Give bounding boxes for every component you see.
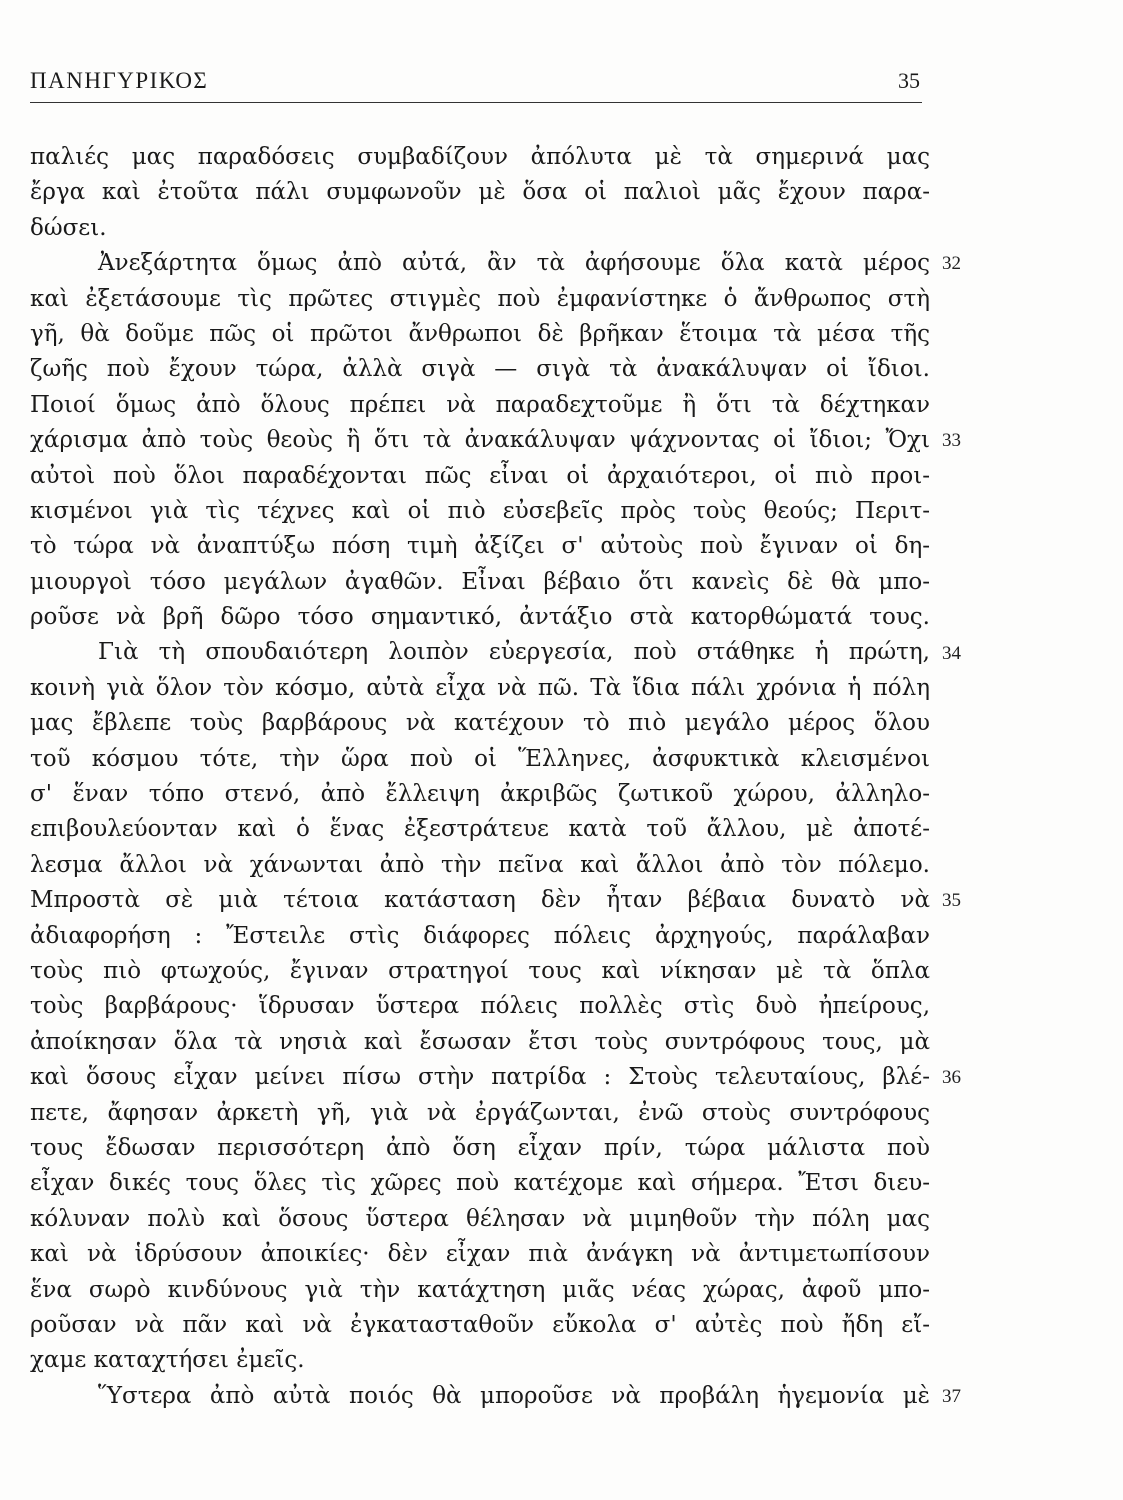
text-line: τους ἔδωσαν περισσότερη ἀπὸ ὅση εἶχαν πρίν, τώρα μάλιστα ποὺ — [30, 1134, 930, 1161]
text-line: τὸ τώρα νὰ ἀναπτύξω πόση τιμὴ ἀξίζει σ' αὐτοὺς ποὺ ἔγιναν οἱ δη- — [30, 533, 930, 560]
text-line: κόλυναν πολὺ καὶ ὅσους ὕστερα θέλησαν νὰ μιμηθοῦν τὴν πόλη μας — [30, 1205, 930, 1232]
text-line: ροῦσαν νὰ πᾶν καὶ νὰ ἐγκατασταθοῦν εὔκολα σ' αὐτὲς ποὺ ἤδη εἴ- — [30, 1311, 930, 1338]
text-line: ροῦσε νὰ βρῆ δῶρο τόσο σημαντικό, ἀντάξιο στὰ κατορθώματά τους. — [30, 604, 930, 631]
text-line: Ἀνεξάρτητα ὅμως ἀπὸ αὐτά, ἂν τὰ ἀφήσουμε ὅλα κατὰ μέρος — [98, 250, 930, 277]
text-line: τοὺς βαρβάρους· ἵδρυσαν ὕστερα πόλεις πολλὲς στὶς δυὸ ἠπείρους, — [30, 993, 930, 1020]
section-number: 35 — [942, 890, 961, 912]
text-line: ἀποίκησαν ὅλα τὰ νησιὰ καὶ ἔσωσαν ἔτσι τοὺς συντρόφους τους, μὰ — [30, 1028, 930, 1055]
text-line: καὶ ὅσους εἶχαν μείνει πίσω στὴν πατρίδα : Στοὺς τελευταίους, βλέ- — [30, 1064, 930, 1091]
body-text — [30, 140, 961, 1414]
text-line: ἕνα σωρὸ κινδύνους γιὰ τὴν κατάχτηση μιᾶς νέας χώρας, ἀφοῦ μπο- — [30, 1276, 930, 1303]
text-line: επιβουλεύονταν καὶ ὁ ἕνας ἐξεστράτευε κατὰ τοῦ ἄλλου, μὲ ἀποτέ- — [30, 816, 930, 843]
text-line: ἀδιαφορήση : Ἔστειλε στὶς διάφορες πόλεις ἀρχηγούς, παράλαβαν — [30, 922, 930, 949]
text-line: χαμε καταχτήσει ἐμεῖς. — [30, 1347, 305, 1374]
text-line: παλιές μας παραδόσεις συμβαδίζουν ἀπόλυτα μὲ τὰ σημερινά μας — [30, 144, 930, 170]
text-line: πετε, ἄφησαν ἀρκετὴ γῆ, γιὰ νὰ ἐργάζωνται, ἐνῶ στοὺς συντρόφους — [30, 1099, 930, 1126]
section-number: 32 — [942, 253, 961, 275]
text-line: καὶ νὰ ἱδρύσουν ἀποικίες· δὲν εἶχαν πιὰ ἀνάγκη νὰ ἀντιμετωπίσουν — [30, 1241, 930, 1268]
text-line: Μπροστὰ σὲ μιὰ τέτοια κατάσταση δὲν ἦταν βέβαια δυνατὸ νὰ — [30, 887, 930, 914]
text-line: δώσει. — [30, 214, 107, 241]
page-number: 35 — [898, 68, 920, 93]
text-line: τοῦ κόσμου τότε, τὴν ὥρα ποὺ οἱ Ἕλληνες, ἀσφυκτικὰ κλεισμένοι — [30, 745, 930, 772]
text-line: Ποιοί ὅμως ἀπὸ ὅλους πρέπει νὰ παραδεχτοῦμε ἢ ὅτι τὰ δέχτηκαν — [30, 391, 930, 418]
text-line: Ὕστερα ἀπὸ αὐτὰ ποιός θὰ μποροῦσε νὰ προβάλη ἡγεμονία μὲ — [98, 1382, 930, 1409]
section-number: 33 — [942, 430, 961, 452]
text-line: Γιὰ τὴ σπουδαιότερη λοιπὸν εὐεργεσία, ποὺ στάθηκε ἡ πρώτη, — [98, 639, 930, 666]
text-line: κοινὴ γιὰ ὅλον τὸν κόσμο, αὐτὰ εἶχα νὰ πῶ. Τὰ ἴδια πάλι χρόνια ἡ πόλη — [30, 674, 930, 701]
text-line: τοὺς πιὸ φτωχούς, ἔγιναν στρατηγοί τους καὶ νίκησαν μὲ τὰ ὅπλα — [30, 957, 930, 984]
text-line: μας ἔβλεπε τοὺς βαρβάρους νὰ κατέχουν τὸ πιὸ μεγάλο μέρος ὅλου — [30, 710, 930, 737]
text-line: εἶχαν δικές τους ὅλες τὶς χῶρες ποὺ κατέχομε καὶ σήμερα. Ἔτσι διευ- — [30, 1170, 930, 1197]
text-line: χάρισμα ἀπὸ τοὺς θεοὺς ἢ ὅτι τὰ ἀνακάλυψαν ψάχνοντας οἱ ἴδιοι; Ὄχι — [30, 427, 930, 454]
text-line: μιουργοὶ τόσο μεγάλων ἀγαθῶν. Εἶναι βέβαιο ὅτι κανεὶς δὲ θὰ μπο- — [30, 568, 930, 595]
text-line: ζωῆς ποὺ ἔχουν τώρα, ἀλλὰ σιγὰ — σιγὰ τὰ ἀνακάλυψαν οἱ ἴδιοι. — [30, 356, 930, 383]
text-line: λεσμα ἄλλοι νὰ χάνωνται ἀπὸ τὴν πεῖνα καὶ ἄλλοι ἀπὸ τὸν πόλεμο. — [30, 851, 930, 878]
running-head — [30, 68, 920, 98]
text-line: ἔργα καὶ ἐτοῦτα πάλι συμφωνοῦν μὲ ὅσα οἱ παλιοὶ μᾶς ἔχουν παρα- — [30, 179, 930, 206]
text-line: αὐτοὶ ποὺ ὅλοι παραδέχονται πῶς εἶναι οἱ ἀρχαιότεροι, οἱ πιὸ προι- — [30, 462, 930, 489]
section-number: 37 — [942, 1386, 961, 1407]
text-line: κισμένοι γιὰ τὶς τέχνες καὶ οἱ πιὸ εὐσεβεῖς πρὸς τοὺς θεούς; Περιτ- — [30, 497, 930, 524]
header-rule — [30, 102, 922, 103]
running-title: ΠΑΝΗΓΥΡΙΚΟΣ — [30, 68, 209, 93]
text-line: καὶ ἐξετάσουμε τὶς πρῶτες στιγμὲς ποὺ ἐμφανίστηκε ὁ ἄνθρωπος στὴ — [30, 285, 930, 312]
text-line: σ' ἕναν τόπο στενό, ἀπὸ ἔλλειψη ἀκριβῶς ζωτικοῦ χώρου, ἀλληλο- — [30, 781, 930, 808]
section-number: 36 — [942, 1067, 961, 1089]
section-number: 34 — [942, 642, 961, 664]
text-line: γῆ, θὰ δοῦμε πῶς οἱ πρῶτοι ἄνθρωποι δὲ βρῆκαν ἕτοιμα τὰ μέσα τῆς — [30, 320, 930, 347]
